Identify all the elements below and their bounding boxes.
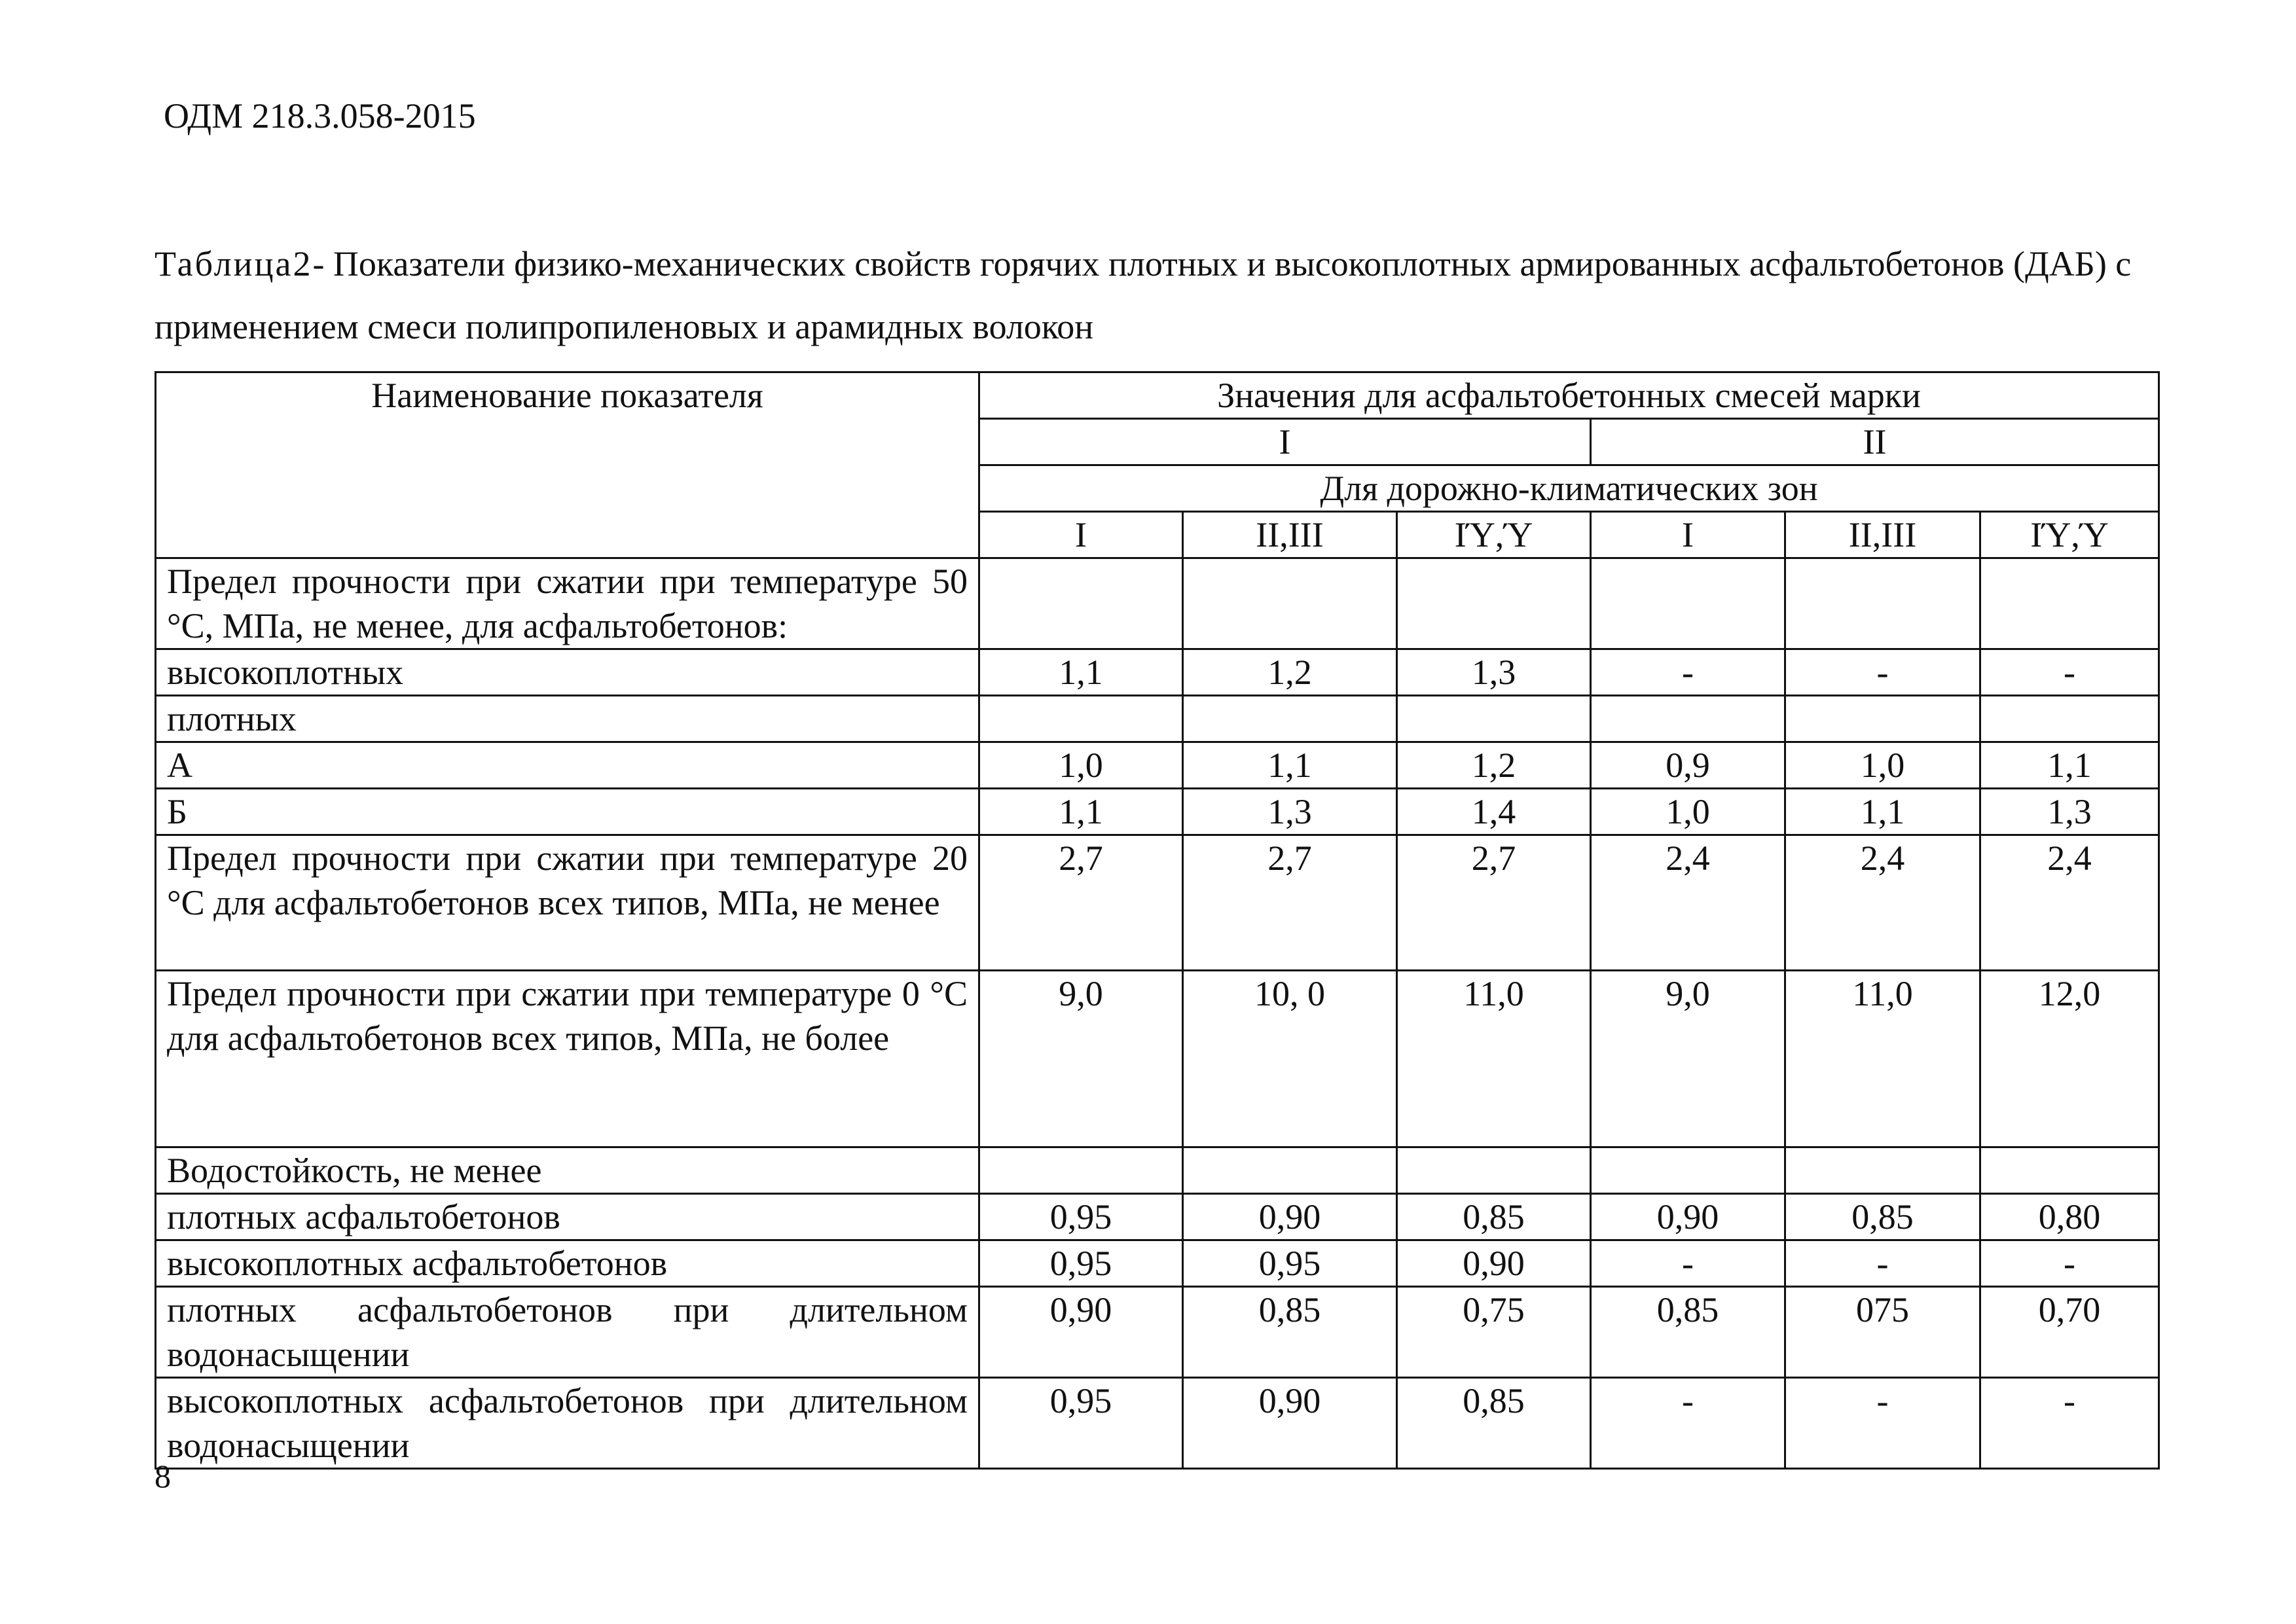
value-cell — [1980, 1147, 2159, 1194]
header-zones-title: Для дорожно-климатических зон — [979, 465, 2159, 512]
value-cell — [1397, 696, 1591, 742]
table-row — [156, 1240, 2159, 1287]
page-number: 8 — [155, 1458, 171, 1494]
row-name: А — [156, 742, 979, 789]
row-name: плотных асфальтобетонов при длительном водонасыщении — [156, 1287, 979, 1378]
value-cell — [1397, 558, 1591, 649]
value-cell — [979, 696, 1183, 742]
value-cell: - — [1785, 1378, 1980, 1469]
value-cell: 1,3 — [1980, 789, 2159, 835]
value-cell: 1,3 — [1397, 649, 1591, 696]
properties-table — [155, 371, 2160, 1470]
value-cell — [1183, 1147, 1397, 1194]
value-cell: 0,80 — [1980, 1194, 2159, 1240]
value-cell: 1,1 — [979, 649, 1183, 696]
value-cell: 0,90 — [1183, 1378, 1397, 1469]
table-caption — [155, 232, 2151, 358]
table-row — [156, 1378, 2159, 1469]
value-cell: 2,4 — [1785, 835, 1980, 971]
table-row — [156, 649, 2159, 696]
table-caption-label: Таблица2 — [155, 244, 313, 283]
row-name: Предел прочности при сжатии при температуре 50 °С, МПа, не менее, для асфальтобетонов: — [156, 558, 979, 649]
value-cell: 0,95 — [979, 1378, 1183, 1469]
value-cell: 0,95 — [1183, 1240, 1397, 1287]
value-cell: 1,2 — [1183, 649, 1397, 696]
row-name: высокоплотных асфальтобетонов при длительном водонасыщении — [156, 1378, 979, 1469]
value-cell — [1980, 696, 2159, 742]
value-cell: 1,0 — [979, 742, 1183, 789]
value-cell: 1,1 — [1183, 742, 1397, 789]
header-zone: ΙΎ,Ύ — [1397, 512, 1591, 558]
table-row — [156, 1194, 2159, 1240]
value-cell — [1785, 558, 1980, 649]
value-cell: 0,90 — [1397, 1240, 1591, 1287]
value-cell — [1785, 1147, 1980, 1194]
table-row — [156, 742, 2159, 789]
header-zone: ΙΎ,Ύ — [1980, 512, 2159, 558]
value-cell: - — [1785, 649, 1980, 696]
table-row — [156, 789, 2159, 835]
value-cell: 1,0 — [1785, 742, 1980, 789]
value-cell: 1,1 — [1980, 742, 2159, 789]
value-cell: 1,4 — [1397, 789, 1591, 835]
value-cell — [1591, 696, 1785, 742]
value-cell: 0,95 — [979, 1240, 1183, 1287]
value-cell: - — [1980, 1240, 2159, 1287]
row-name: плотных — [156, 696, 979, 742]
value-cell: 9,0 — [979, 971, 1183, 1147]
value-cell: 0,95 — [979, 1194, 1183, 1240]
value-cell: 0,85 — [1397, 1378, 1591, 1469]
value-cell: 0,85 — [1591, 1287, 1785, 1378]
value-cell: 1,3 — [1183, 789, 1397, 835]
value-cell: - — [1591, 1378, 1785, 1469]
value-cell: 0,90 — [1183, 1194, 1397, 1240]
value-cell: 1,2 — [1397, 742, 1591, 789]
value-cell: 2,7 — [979, 835, 1183, 971]
value-cell: - — [1591, 1240, 1785, 1287]
header-zone: I — [979, 512, 1183, 558]
header-name-column: Наименование показателя — [156, 372, 979, 558]
value-cell — [1183, 696, 1397, 742]
table-caption-text: - Показатели физико-механических свойств горячих плотных и высокоплотных армированных асфальтобетонов (ДАБ) с применением смеси полипропиленовых и арамидных волокон — [155, 244, 2132, 346]
value-cell: 0,90 — [1591, 1194, 1785, 1240]
value-cell — [979, 1147, 1183, 1194]
value-cell: 0,85 — [1397, 1194, 1591, 1240]
value-cell: 075 — [1785, 1287, 1980, 1378]
row-name: Предел прочности при сжатии при температуре 20 °С для асфальтобетонов всех типов, МПа, не менее — [156, 835, 979, 971]
row-name: плотных асфальтобетонов — [156, 1194, 979, 1240]
value-cell: 2,7 — [1183, 835, 1397, 971]
value-cell: - — [1591, 649, 1785, 696]
header-zone: II,III — [1785, 512, 1980, 558]
value-cell: 0,9 — [1591, 742, 1785, 789]
value-cell: - — [1980, 649, 2159, 696]
value-cell: - — [1980, 1378, 2159, 1469]
value-cell: 0,90 — [979, 1287, 1183, 1378]
header-grade-ii: II — [1591, 419, 2159, 465]
value-cell: 0,85 — [1785, 1194, 1980, 1240]
table-row — [156, 558, 2159, 649]
row-name: высокоплотных асфальтобетонов — [156, 1240, 979, 1287]
value-cell — [1980, 558, 2159, 649]
value-cell — [1183, 558, 1397, 649]
value-cell: 2,4 — [1591, 835, 1785, 971]
value-cell: 0,85 — [1183, 1287, 1397, 1378]
value-cell — [979, 558, 1183, 649]
header-zone: I — [1591, 512, 1785, 558]
value-cell: 2,7 — [1397, 835, 1591, 971]
value-cell: 11,0 — [1397, 971, 1591, 1147]
header-values-title: Значения для асфальтобетонных смесей марки — [979, 372, 2159, 419]
value-cell: 0,75 — [1397, 1287, 1591, 1378]
value-cell — [1785, 696, 1980, 742]
row-name: высокоплотных — [156, 649, 979, 696]
row-name: Предел прочности при сжатии при температуре 0 °С для асфальтобетонов всех типов, МПа, не более — [156, 971, 979, 1147]
row-name: Водостойкость, не менее — [156, 1147, 979, 1194]
value-cell: 1,1 — [1785, 789, 1980, 835]
value-cell: - — [1785, 1240, 1980, 1287]
table-row — [156, 696, 2159, 742]
value-cell: 0,70 — [1980, 1287, 2159, 1378]
row-name: Б — [156, 789, 979, 835]
value-cell: 1,0 — [1591, 789, 1785, 835]
value-cell: 12,0 — [1980, 971, 2159, 1147]
value-cell: 10, 0 — [1183, 971, 1397, 1147]
value-cell: 9,0 — [1591, 971, 1785, 1147]
value-cell — [1591, 558, 1785, 649]
value-cell — [1591, 1147, 1785, 1194]
table-row — [156, 1287, 2159, 1378]
table-row — [156, 835, 2159, 971]
value-cell: 11,0 — [1785, 971, 1980, 1147]
header-grade-i: I — [979, 419, 1591, 465]
table-row — [156, 971, 2159, 1147]
table-row — [156, 1147, 2159, 1194]
document-code: ОДМ 218.3.058-2015 — [164, 96, 476, 135]
value-cell: 1,1 — [979, 789, 1183, 835]
value-cell: 2,4 — [1980, 835, 2159, 971]
header-zone: II,III — [1183, 512, 1397, 558]
value-cell — [1397, 1147, 1591, 1194]
